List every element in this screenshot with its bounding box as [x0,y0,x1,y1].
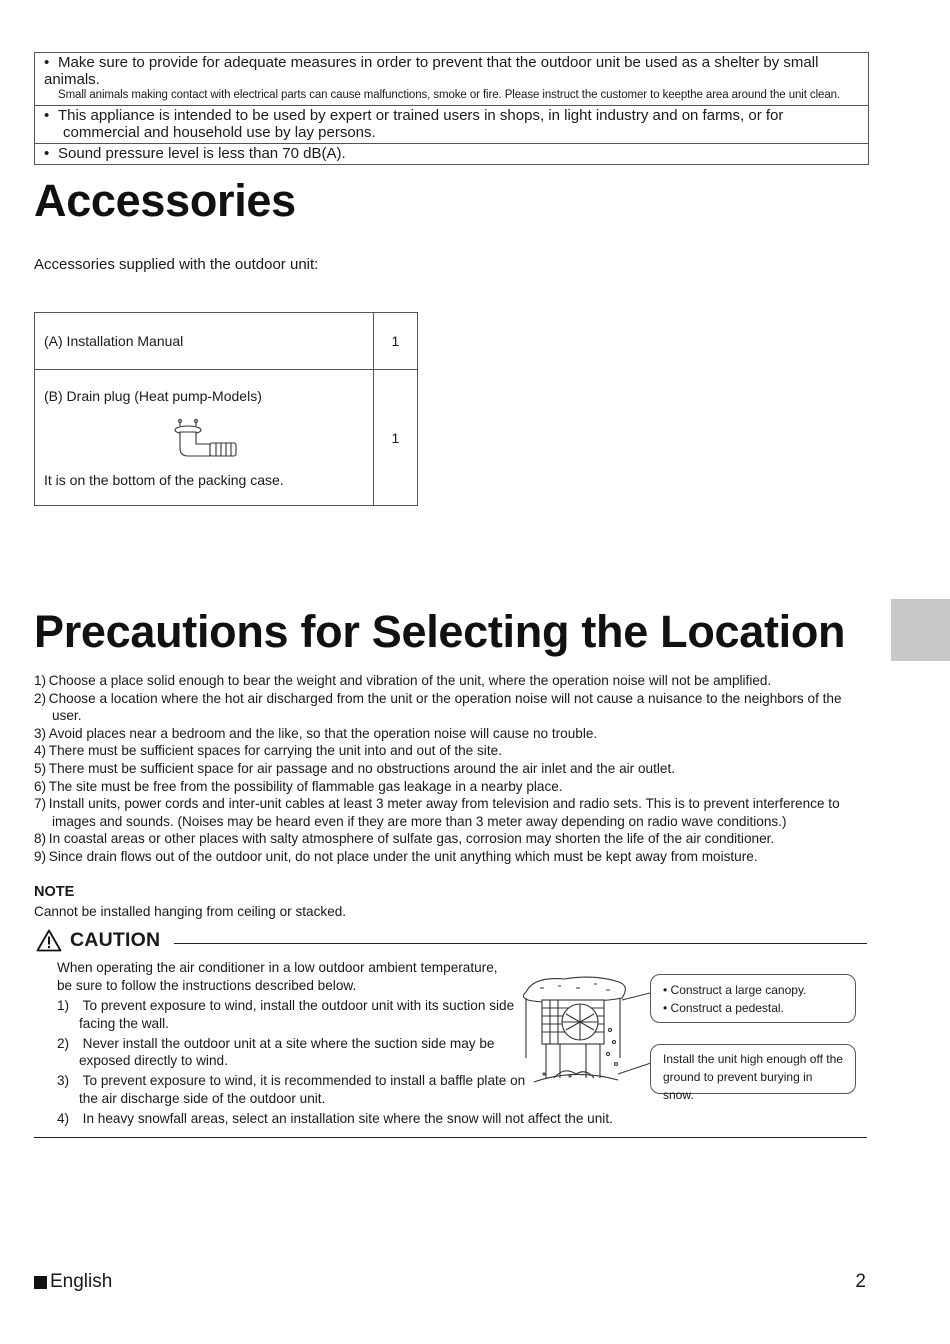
list-item: 4) In heavy snowfall areas, select an installation site where the snow will not affect the unit. [57,1110,613,1126]
list-item: 9) Since drain flows out of the outdoor unit, do not place under the unit anything which must be kept away from moisture. [34,848,758,864]
list-item: 7) Install units, power cords and inter-unit cables at least 3 meter away from television and radio sets. This is to prevent interference to images and sounds. (Noises may be heard even if they are more than 3 meter away depending on radio wave conditions.) [34,796,840,829]
list-item: 4) There must be sufficient spaces for carrying the unit into and out of the site. [34,743,502,759]
snow-canopy-illustration [514,970,654,1090]
accessory-note: It is on the bottom of the packing case. [44,471,284,488]
accessories-heading: Accessories [34,175,296,226]
warning-text-continued: commercial and household use by lay persons. [63,124,376,141]
black-square-icon [34,1276,47,1289]
warning-text: Sound pressure level is less than 70 dB(A). [58,145,346,162]
caution-rule [174,943,867,944]
callout-canopy [650,974,856,1023]
note-text: Cannot be installed hanging from ceiling or stacked. [34,904,347,919]
list-item: 3) To prevent exposure to wind, it is recommended to install a baffle plate on the air discharge side of the outdoor unit. [57,1073,526,1106]
callout-line: • Construct a large canopy. [663,983,807,997]
bullet: • [44,145,50,162]
list-item: 1) To prevent exposure to wind, install the outdoor unit with its suction side facing the wall. [57,998,515,1031]
page-number: 2 [855,1271,866,1292]
accessories-intro: Accessories supplied with the outdoor unit: [34,256,319,273]
precautions-list [34,672,874,866]
accessories-table [34,312,418,506]
list-item: 5) There must be sufficient space for air passage and no obstructions around the air inlet and the air outlet. [34,760,675,776]
bullet: • [44,54,50,71]
callout-height: Install the unit high enough off the ground to prevent burying in snow. [650,1044,856,1094]
list-item: 2) Never install the outdoor unit at a site where the suction side may be exposed directly to wind. [57,1035,495,1069]
note-heading: NOTE [34,884,75,900]
warning-row [35,53,868,106]
accessory-cell [35,370,374,506]
warning-table [34,52,869,165]
table-row [35,370,418,506]
warning-text: This appliance is intended to be used by expert or trained users in shops, in light industry and on farms, or for [58,107,784,124]
accessory-qty: 1 [373,370,417,506]
accessory-name: (B) Drain plug (Heat pump-Models) [44,387,262,404]
warning-subtext: Small animals making contact with electrical parts can cause malfunctions, smoke or fire. Please instruct the customer to keepthe area around the unit clean. [58,89,841,101]
warning-row [35,144,868,164]
warning-row [35,106,868,144]
warning-text: Make sure to provide for adequate measures in order to prevent that the outdoor unit be used as a shelter by small animals. [44,54,819,88]
bullet: • [44,107,50,124]
language-label: English [50,1271,113,1292]
caution-header [36,929,160,952]
list-item: 3) Avoid places near a bedroom and the like, so that the operation noise will cause no trouble. [34,725,598,741]
accessory-name: (A) Installation Manual [35,313,374,370]
list-item: 6) The site must be free from the possibility of flammable gas leakage in a nearby place. [34,778,563,794]
list-item: 8) In coastal areas or other places with salty atmosphere of sulfate gas, corrosion may shorten the life of the air conditioner. [34,831,775,847]
section-tab [891,599,950,661]
caution-bottom-rule [34,1137,867,1138]
warning-triangle-icon [36,929,62,952]
caution-label: CAUTION [70,929,161,951]
list-item: 1) Choose a place solid enough to bear the weight and vibration of the unit, where the operation noise will not be amplified. [34,673,772,688]
table-row [35,313,418,370]
precautions-heading: Precautions for Selecting the Location [34,606,846,657]
list-item: 2) Choose a location where the hot air discharged from the unit or the operation noise will not cause a nuisance to the neighbors of the user. [34,690,842,724]
callout-line: • Construct a pedestal. [663,1001,784,1015]
accessory-qty: 1 [373,313,417,370]
caution-intro: When operating the air conditioner in a low outdoor ambient temperature, be sure to follow the instructions described below. [57,960,498,993]
drain-plug-icon [170,418,242,460]
footer-language [34,1271,112,1293]
